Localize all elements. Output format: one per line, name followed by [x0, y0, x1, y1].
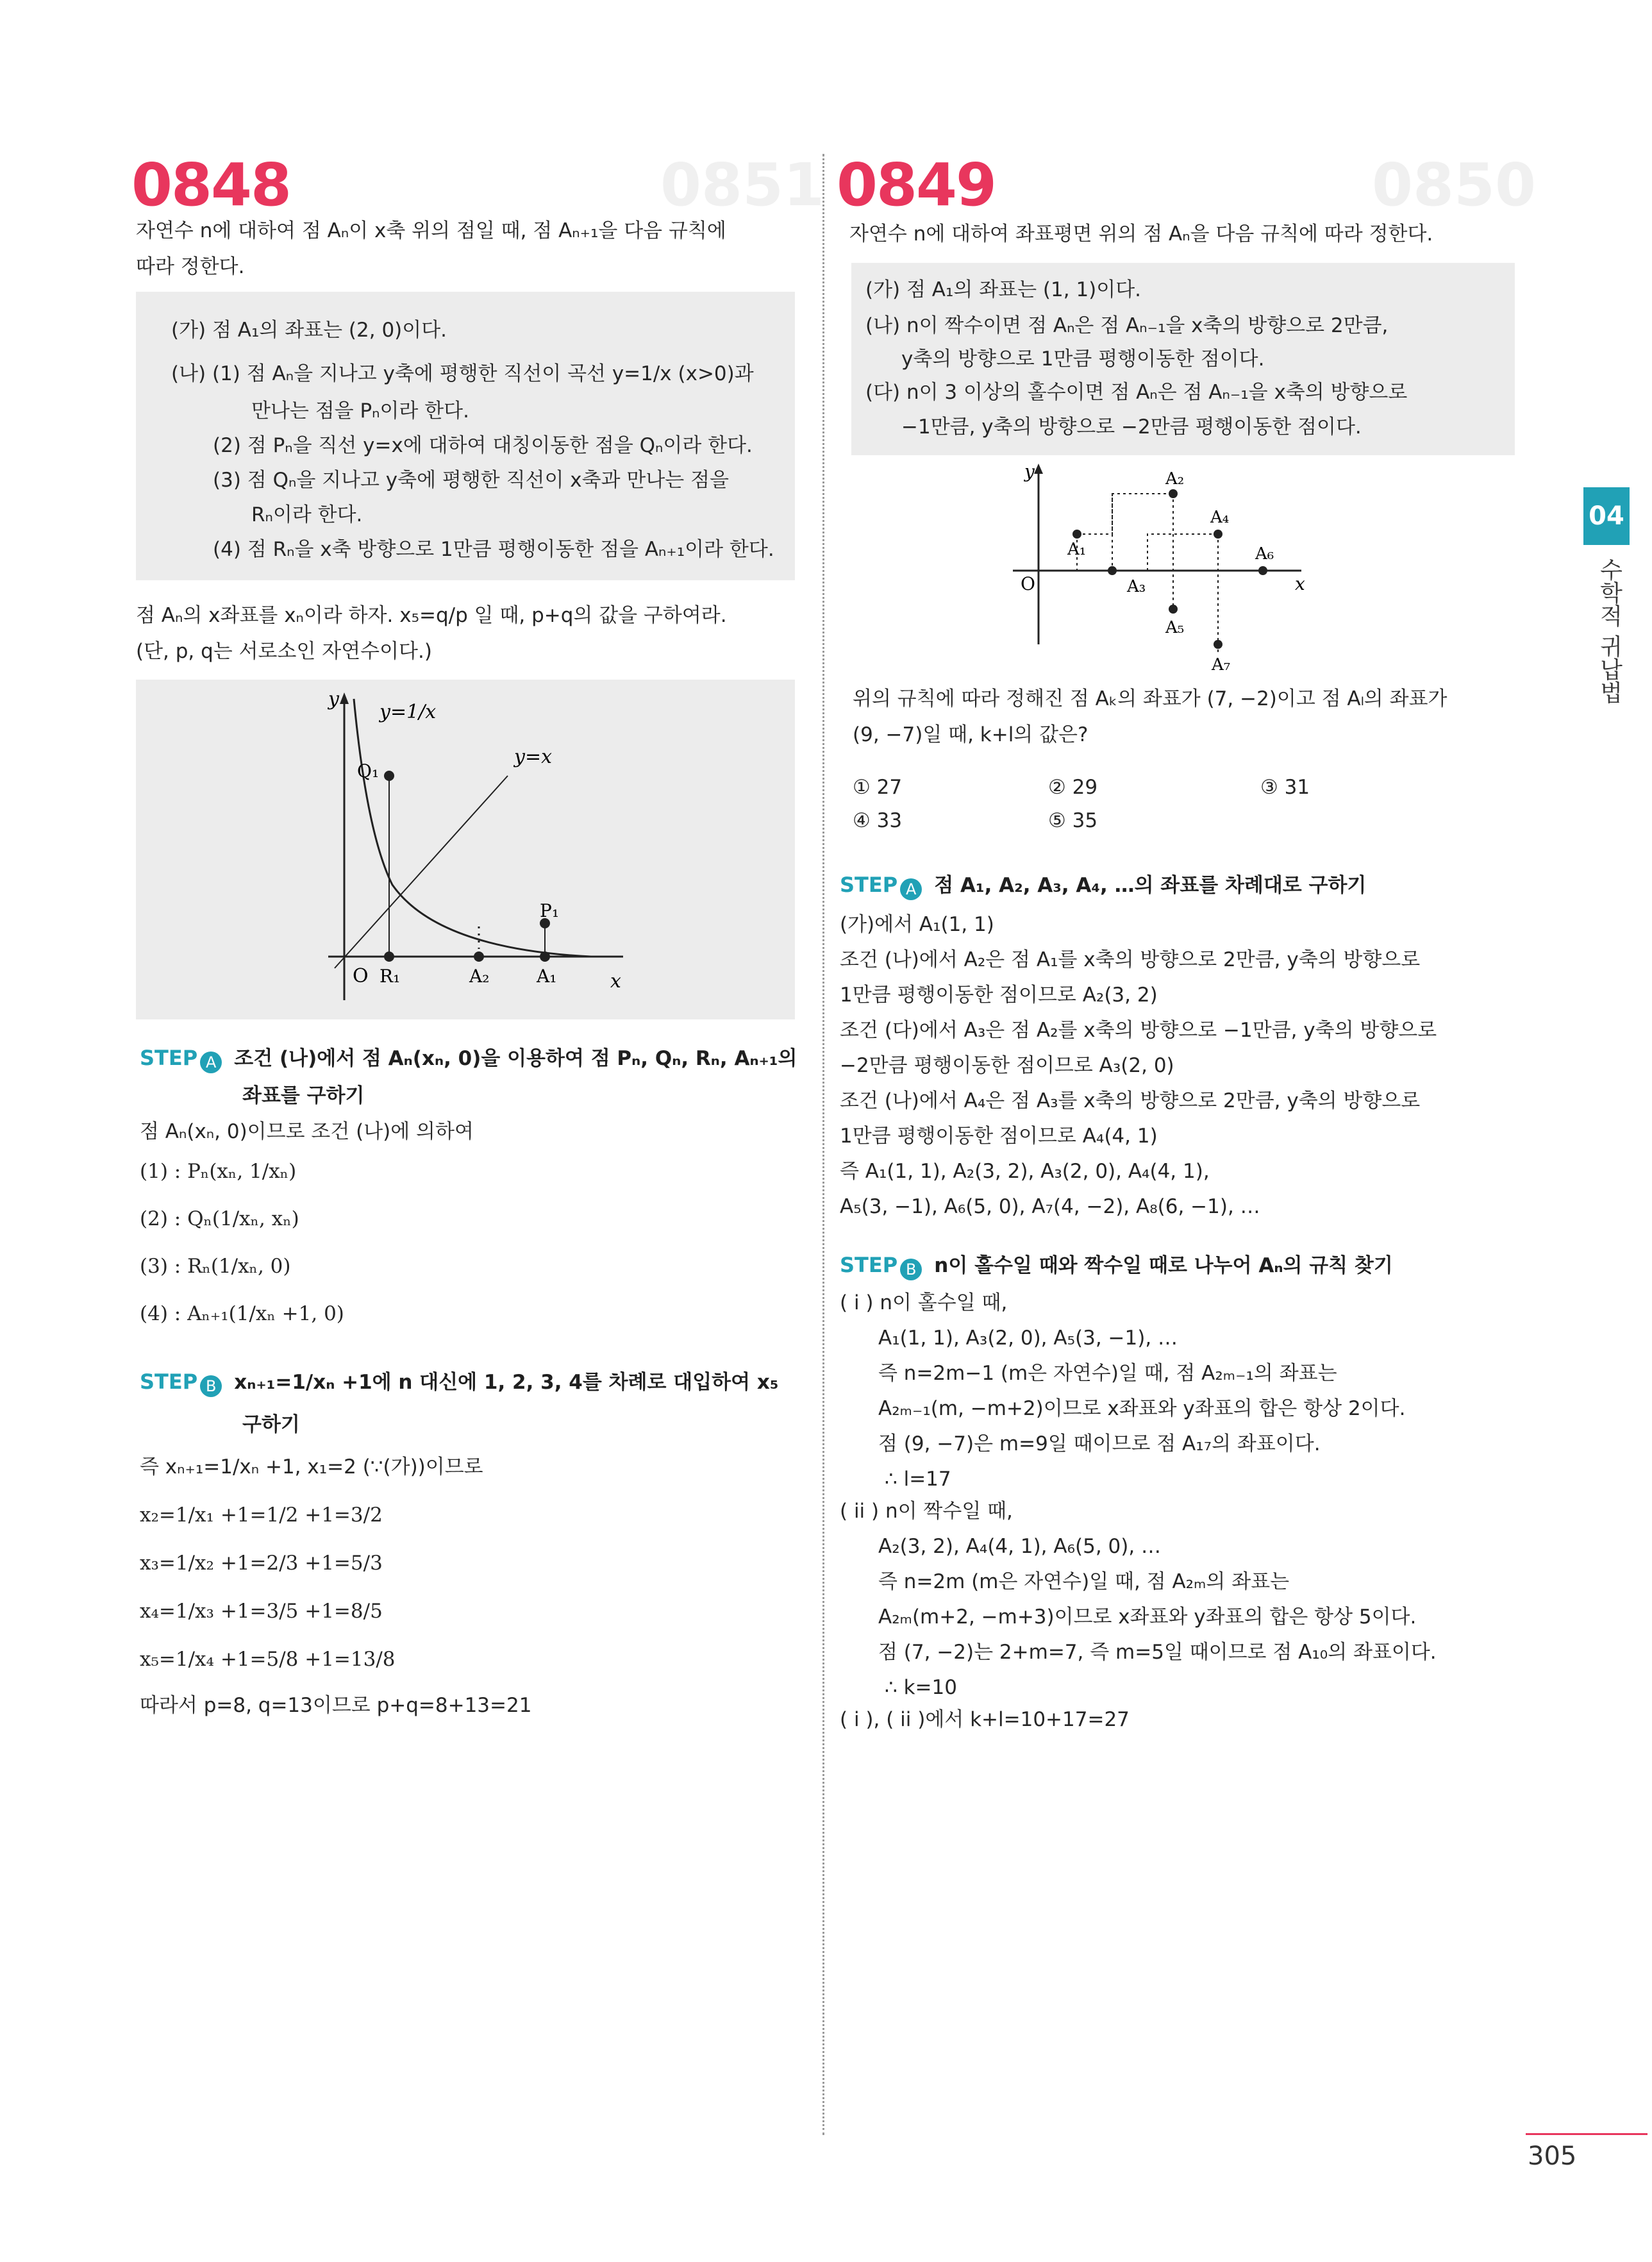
- y-axis-arrow: [1034, 464, 1043, 474]
- point-a6: [1258, 566, 1267, 575]
- point-a7: [1214, 640, 1222, 649]
- step-circle: A: [200, 1051, 222, 1073]
- step-label: STEP: [840, 1253, 898, 1277]
- choice: ③ 31: [1260, 776, 1310, 799]
- label-q1: Q₁: [357, 760, 380, 782]
- solution-line: A₂ₘ₋₁(m, −m+2)이므로 x좌표와 y좌표의 합은 항상 2이다.: [878, 1397, 1406, 1420]
- solution-line: 즉 n=2m−1 (m은 자연수)일 때, 점 A₂ₘ₋₁의 좌표는: [878, 1362, 1337, 1385]
- label-a3: A₃: [1127, 577, 1146, 596]
- step-a-header: [840, 869, 1571, 901]
- step-title: 점 A₁, A₂, A₃, A₄, …의 좌표를 차례대로 구하기: [934, 874, 1367, 897]
- step-circle: B: [200, 1375, 222, 1397]
- label-y: y: [1024, 461, 1035, 482]
- question: [136, 603, 796, 673]
- step-a-header: [140, 1042, 800, 1106]
- solution-line: 조건 (나)에서 A₂은 점 A₁를 x축의 방향으로 2만큼, y축의 방향으로: [840, 948, 1421, 971]
- choices: [853, 775, 1494, 839]
- label-a2: A₂: [1165, 469, 1185, 489]
- solution-line: 점 (7, −2)는 2+m=7, 즉 m=5일 때이므로 점 A₁₀의 좌표이다.: [878, 1641, 1437, 1664]
- intro-line: 따라 정한다.: [136, 255, 245, 278]
- solution-line: ∴ l=17: [885, 1468, 951, 1491]
- label-a4: A₄: [1210, 508, 1230, 527]
- conditions-box: [136, 292, 795, 580]
- label-r1: R₁: [380, 966, 401, 987]
- rule-line: (3) 점 Qₙ을 지나고 y축에 평행한 직선이 x축과 만나는 점을: [213, 469, 729, 492]
- intro-line: 자연수 n에 대하여 좌표평면 위의 점 Aₙ을 다음 규칙에 따라 정한다.: [849, 222, 1433, 246]
- point-q1: [384, 771, 394, 781]
- point-a2: [474, 951, 484, 962]
- rule-line: (가) 점 A₁의 좌표는 (1, 1)이다.: [865, 278, 1142, 301]
- solution-line: 즉 A₁(1, 1), A₂(3, 2), A₃(2, 0), A₄(4, 1),: [840, 1160, 1210, 1183]
- label-o: O: [353, 965, 369, 987]
- step-a-body: [840, 912, 1571, 1239]
- point-a3: [1108, 566, 1117, 575]
- solution-line: (가)에서 A₁(1, 1): [840, 913, 994, 936]
- solution-line: (3) : Rₙ(1/xₙ, 0): [140, 1255, 291, 1278]
- step-title: 좌표를 구하기: [242, 1084, 365, 1107]
- solution-line: A₁(1, 1), A₃(2, 0), A₅(3, −1), …: [878, 1327, 1178, 1350]
- problem-number: 0848: [131, 151, 291, 219]
- solution-line: 조건 (다)에서 A₃은 점 A₂를 x축의 방향으로 −1만큼, y축의 방향으로: [840, 1019, 1437, 1042]
- solution-line: ( i ), ( ii )에서 k+l=10+17=27: [840, 1708, 1130, 1731]
- question-line: 위의 규칙에 따라 정해진 점 Aₖ의 좌표가 (7, −2)이고 점 Aₗ의 좌표가: [853, 687, 1448, 710]
- label-curve: y=1/x: [380, 701, 437, 723]
- label-a2: A₂: [469, 966, 490, 987]
- rule-line: 만나는 점을 Pₙ이라 한다.: [251, 399, 469, 423]
- choice: ① 27: [853, 776, 903, 799]
- solution-line: (2) : Qₙ(1/xₙ, xₙ): [140, 1207, 299, 1230]
- solution-line: 즉 n=2m (m은 자연수)일 때, 점 A₂ₘ의 좌표는: [878, 1570, 1290, 1593]
- label-o: O: [1021, 573, 1035, 594]
- rule-line: −1만큼, y축의 방향으로 −2만큼 평행이동한 점이다.: [901, 415, 1362, 439]
- label-a6: A₆: [1255, 544, 1274, 564]
- rule-line: y축의 방향으로 1만큼 평행이동한 점이다.: [901, 348, 1265, 371]
- point-a1: [540, 951, 550, 962]
- choice: ② 29: [1048, 776, 1098, 799]
- step-title: n이 홀수일 때와 짝수일 때로 나누어 Aₙ의 규칙 찾기: [934, 1254, 1393, 1277]
- solution-line: 따라서 p=8, q=13이므로 p+q=8+13=21: [140, 1694, 532, 1717]
- solution-line: x₅=1/x₄ +1=5/8 +1=13/8: [140, 1648, 396, 1671]
- solution-line: A₅(3, −1), A₆(5, 0), A₇(4, −2), A₈(6, −1), …: [840, 1195, 1260, 1218]
- solution-line: (4) : Aₙ₊₁(1/xₙ +1, 0): [140, 1302, 344, 1325]
- figure-panel: [136, 680, 795, 1019]
- solution-line: ∴ k=10: [885, 1676, 957, 1699]
- graph-0849: [987, 458, 1346, 683]
- label-a1: A₁: [1067, 540, 1087, 559]
- point-r1: [384, 951, 394, 962]
- solution-line: 점 (9, −7)은 m=9일 때이므로 점 A₁₇의 좌표이다.: [878, 1432, 1321, 1455]
- step-circle: B: [900, 1259, 922, 1280]
- solution-line: 1만큼 평행이동한 점이므로 A₂(3, 2): [840, 984, 1158, 1007]
- y-axis-arrow: [340, 692, 349, 704]
- rule-line: (나) (1) 점 Aₙ을 지나고 y축에 평행한 직선이 곡선 y=1/x (x>0)과: [171, 362, 754, 385]
- step-b-header: [140, 1366, 800, 1436]
- graph-0848: [136, 680, 795, 1019]
- point-a2: [1169, 489, 1178, 498]
- page-number-rule: [1526, 2133, 1648, 2135]
- solution-line: ( ii ) n이 짝수일 때,: [840, 1500, 1013, 1523]
- step-label: STEP: [840, 873, 898, 897]
- solution-line: −2만큼 평행이동한 점이므로 A₃(2, 0): [840, 1054, 1174, 1077]
- step-b-header: [840, 1249, 1571, 1281]
- step-title: 구하기: [242, 1413, 300, 1436]
- step-b-body: [840, 1290, 1571, 1739]
- conditions-box: [851, 263, 1515, 455]
- label-a1: A₁: [537, 966, 557, 987]
- solution-line: (1) : Pₙ(xₙ, 1/xₙ): [140, 1160, 297, 1183]
- page-number: 305: [1528, 2141, 1577, 2171]
- label-y: y: [328, 688, 339, 710]
- problem-intro: [849, 221, 1567, 253]
- column-divider: [822, 154, 824, 2135]
- step-a-body: [140, 1119, 800, 1350]
- rule-line: (4) 점 Rₙ을 x축 방향으로 1만큼 평행이동한 점을 Aₙ₊₁이라 한다.: [213, 538, 774, 561]
- step-title: xₙ₊₁=1/xₙ +1에 n 대신에 1, 2, 3, 4를 차례로 대입하여 x₅: [234, 1371, 779, 1394]
- choice: ⑤ 35: [1048, 809, 1098, 832]
- solution-line: 1만큼 평행이동한 점이므로 A₄(4, 1): [840, 1125, 1158, 1148]
- solution-line: x₂=1/x₁ +1=1/2 +1=3/2: [140, 1504, 383, 1527]
- figure-panel: [987, 458, 1346, 683]
- intro-line: 자연수 n에 대하여 점 Aₙ이 x축 위의 점일 때, 점 Aₙ₊₁을 다음 규칙에: [136, 219, 726, 242]
- rule-line: (2) 점 Pₙ을 직선 y=x에 대하여 대칭이동한 점을 Qₙ이라 한다.: [213, 434, 753, 457]
- label-p1: P₁: [540, 900, 560, 921]
- problem-intro: [136, 218, 790, 295]
- question-line: 점 Aₙ의 x좌표를 xₙ이라 하자. x₅=q/p 일 때, p+q의 값을 구하여라.: [136, 604, 727, 627]
- question: [853, 686, 1571, 757]
- chapter-label-text: 수학적 귀납법: [1596, 558, 1623, 704]
- question-line: (9, −7)일 때, k+l의 값은?: [853, 723, 1089, 746]
- rule-line: (나) n이 짝수이면 점 Aₙ은 점 Aₙ₋₁을 x축의 방향으로 2만큼,: [865, 314, 1389, 337]
- solution-line: A₂ₘ(m+2, −m+3)이므로 x좌표와 y좌표의 합은 항상 5이다.: [878, 1605, 1417, 1629]
- solution-line: x₄=1/x₃ +1=3/5 +1=8/5: [140, 1600, 383, 1623]
- point-a1: [1072, 530, 1081, 539]
- choice: ④ 33: [853, 809, 903, 832]
- solution-line: A₂(3, 2), A₄(4, 1), A₆(5, 0), …: [878, 1535, 1162, 1558]
- step-circle: A: [900, 878, 922, 900]
- label-a7: A₇: [1212, 655, 1231, 674]
- solution-line: 점 Aₙ(xₙ, 0)이므로 조건 (나)에 의하여: [140, 1120, 474, 1143]
- step-label: STEP: [140, 1046, 198, 1070]
- line-y-eq-x: [335, 776, 508, 968]
- solution-line: x₃=1/x₂ +1=2/3 +1=5/3: [140, 1552, 383, 1575]
- rule-line: Rₙ이라 한다.: [251, 503, 363, 526]
- ghost-number: 0851: [660, 151, 825, 219]
- solution-line: 즉 xₙ₊₁=1/xₙ +1, x₁=2 (∵(가))이므로: [140, 1455, 483, 1479]
- ghost-number: 0850: [1372, 151, 1537, 219]
- question-line: (단, p, q는 서로소인 자연수이다.): [136, 640, 432, 663]
- point-a4: [1214, 530, 1222, 539]
- chapter-tab: 04: [1583, 487, 1630, 545]
- problem-number: 0849: [837, 151, 996, 219]
- rule-line: (가) 점 A₁의 좌표는 (2, 0)이다.: [171, 319, 447, 342]
- step-b-body: [140, 1454, 800, 1749]
- label-a5: A₅: [1165, 618, 1185, 637]
- point-a5: [1169, 605, 1178, 614]
- label-x: x: [610, 970, 621, 993]
- chapter-label: [1590, 558, 1628, 710]
- solution-line: ( i ) n이 홀수일 때,: [840, 1291, 1008, 1314]
- rule-line: (다) n이 3 이상의 홀수이면 점 Aₙ은 점 Aₙ₋₁을 x축의 방향으로: [865, 381, 1408, 404]
- label-line: y=x: [514, 746, 553, 768]
- step-title: 조건 (나)에서 점 Aₙ(xₙ, 0)을 이용하여 점 Pₙ, Qₙ, Rₙ, Aₙ₊₁의: [234, 1047, 797, 1070]
- step-label: STEP: [140, 1370, 198, 1394]
- solution-line: 조건 (나)에서 A₄은 점 A₃를 x축의 방향으로 2만큼, y축의 방향으로: [840, 1089, 1421, 1112]
- label-x: x: [1295, 573, 1305, 594]
